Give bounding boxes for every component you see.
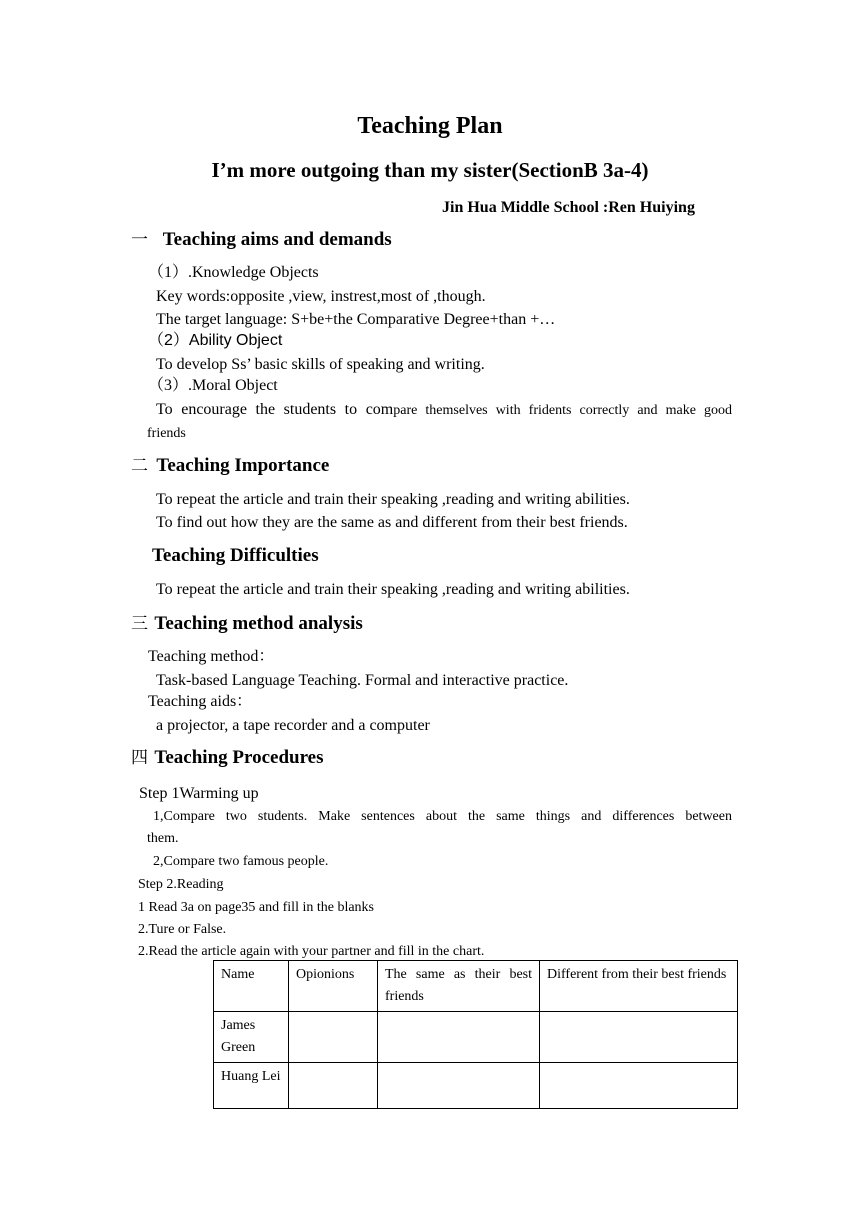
table-row bbox=[214, 1063, 738, 1109]
author-line: Jin Hua Middle School :Ren Huiying bbox=[442, 199, 695, 216]
target-language-line: The target language: S+be+the Comparative Degree+than +… bbox=[156, 311, 556, 328]
moral-text-end: friends bbox=[147, 426, 186, 441]
table-header-row bbox=[214, 961, 738, 1012]
comparison-chart-table bbox=[213, 960, 738, 1109]
step2-item1: 1 Read 3a on page35 and fill in the blanks bbox=[138, 900, 374, 915]
aids-label: Teaching aids： bbox=[148, 693, 253, 710]
section-title: Teaching Importance bbox=[156, 455, 330, 476]
step1-item1: 1,Compare two students. Make sentences about the same things and differences between bbox=[153, 809, 732, 824]
step2-heading: Step 2.Reading bbox=[138, 877, 224, 892]
knowledge-heading: （1）.Knowledge Objects bbox=[148, 264, 319, 281]
table-cell: James Green bbox=[214, 1012, 289, 1063]
table-row bbox=[214, 1012, 738, 1063]
moral-text bbox=[156, 401, 732, 419]
section-number: 三 bbox=[131, 614, 148, 634]
table-cell[interactable] bbox=[289, 1063, 378, 1109]
importance-line-1: To repeat the article and train their speaking ,reading and writing abilities. bbox=[156, 491, 630, 508]
moral-text-part-b: pare themselves with fridents correctly and make good bbox=[393, 403, 732, 418]
table-cell: Huang Lei bbox=[214, 1063, 289, 1109]
section-number: 一 bbox=[131, 230, 148, 250]
aids-text: a projector, a tape recorder and a computer bbox=[156, 717, 430, 734]
document-title: Teaching Plan bbox=[357, 113, 503, 139]
step2-item3: 2.Read the article again with your partner and fill in the chart. bbox=[138, 944, 485, 959]
section-title: Teaching Procedures bbox=[154, 747, 324, 768]
importance-line-2: To find out how they are the same as and different from their best friends. bbox=[156, 514, 628, 531]
section-number: 四 bbox=[131, 748, 148, 768]
step2-item2: 2.Ture or False. bbox=[138, 922, 227, 937]
section-heading-aims bbox=[131, 229, 392, 251]
table-header-cell: Opionions bbox=[289, 961, 378, 1012]
section-heading-procedures bbox=[131, 747, 324, 769]
table-cell[interactable] bbox=[540, 1063, 738, 1109]
moral-text-part-a: To encourage the students to com bbox=[156, 401, 394, 418]
table-header-cell: Name bbox=[214, 961, 289, 1012]
method-text: Task-based Language Teaching. Formal and interactive practice. bbox=[156, 672, 569, 689]
section-title: Teaching method analysis bbox=[154, 613, 363, 634]
step1-item1-cont: them. bbox=[147, 831, 179, 846]
difficulties-heading: Teaching Difficulties bbox=[152, 545, 319, 566]
ability-text: To develop Ss’ basic skills of speaking and writing. bbox=[156, 356, 485, 373]
table-cell[interactable] bbox=[378, 1012, 540, 1063]
step1-item2: 2,Compare two famous people. bbox=[153, 854, 329, 869]
section-heading-importance bbox=[131, 455, 329, 477]
table-cell[interactable] bbox=[378, 1063, 540, 1109]
difficulties-line: To repeat the article and train their speaking ,reading and writing abilities. bbox=[156, 581, 630, 598]
document-subtitle: I’m more outgoing than my sister(SectionB 3a-4) bbox=[211, 158, 649, 182]
table-header-cell: The same as their best friends bbox=[378, 961, 540, 1012]
key-words-line: Key words:opposite ,view, instrest,most of ,though. bbox=[156, 288, 486, 305]
step1-heading: Step 1Warming up bbox=[139, 785, 259, 802]
ability-heading: （2）Ability Object bbox=[148, 332, 283, 349]
section-title: Teaching aims and demands bbox=[162, 229, 392, 250]
moral-heading: （3）.Moral Object bbox=[148, 377, 278, 394]
table-header-cell: Different from their best friends bbox=[540, 961, 738, 1012]
method-label: Teaching method： bbox=[148, 648, 275, 665]
table-cell[interactable] bbox=[289, 1012, 378, 1063]
section-heading-method bbox=[131, 613, 363, 635]
section-number: 二 bbox=[131, 456, 148, 476]
table-cell[interactable] bbox=[540, 1012, 738, 1063]
